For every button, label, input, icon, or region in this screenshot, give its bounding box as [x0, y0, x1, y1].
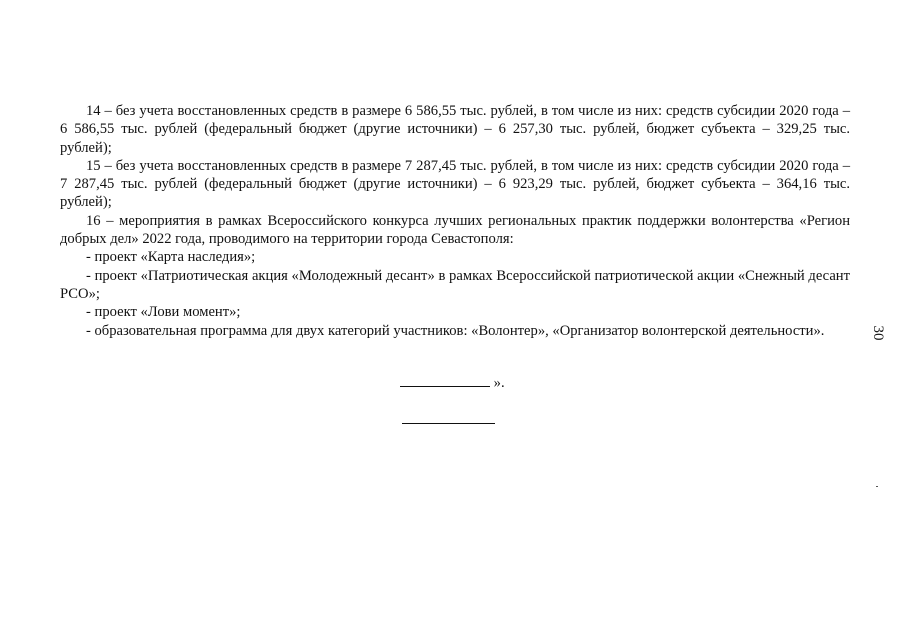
paragraph-item-15: 15 – без учета восстановленных средств в размере 7 287,45 тыс. рублей, в том числе из них: средств субсидии 2020 года – 7 287,45 тыс. рублей (федеральный бюджет (другие источники) – 6 923,29 тыс. рублей, бюджет субъекта – 364,16 тыс. рублей);: [60, 157, 850, 211]
list-item-project-catch-moment: - проект «Лови момент»;: [86, 304, 241, 321]
scan-speck: [876, 486, 878, 487]
paragraph-item-14: 14 – без учета восстановленных средств в размере 6 586,55 тыс. рублей, в том числе из них: средств субсидии 2020 года – 6 586,55 тыс. рублей (федеральный бюджет (другие источники) – 6 257,30 тыс. рублей, бюджет субъекта – 329,25 тыс. рублей);: [60, 103, 850, 156]
end-divider-line: [402, 423, 495, 424]
blank-underline: [400, 373, 490, 387]
list-item-project-heritage-map: - проект «Карта наследия»;: [86, 249, 256, 266]
list-item-educational-program: - образовательная программа для двух категорий участников: «Волонтер», «Организатор волонтерской деятельности».: [86, 322, 825, 339]
paragraph-item-16: 16 – мероприятия в рамках Всероссийского конкурса лучших региональных практик поддержки волонтерства «Регион добрых дел» 2022 года, проводимого на территории города Севастополя:: [60, 212, 850, 248]
document-body: [60, 102, 850, 340]
closing-quote-mark: ».: [493, 375, 505, 391]
page-number: 30: [870, 325, 886, 341]
closing-line: [400, 373, 505, 392]
list-item-project-youth-landing: - проект «Патриотическая акция «Молодежный десант» в рамках Всероссийской патриотической акции «Снежный десант РСО»;: [60, 267, 850, 302]
